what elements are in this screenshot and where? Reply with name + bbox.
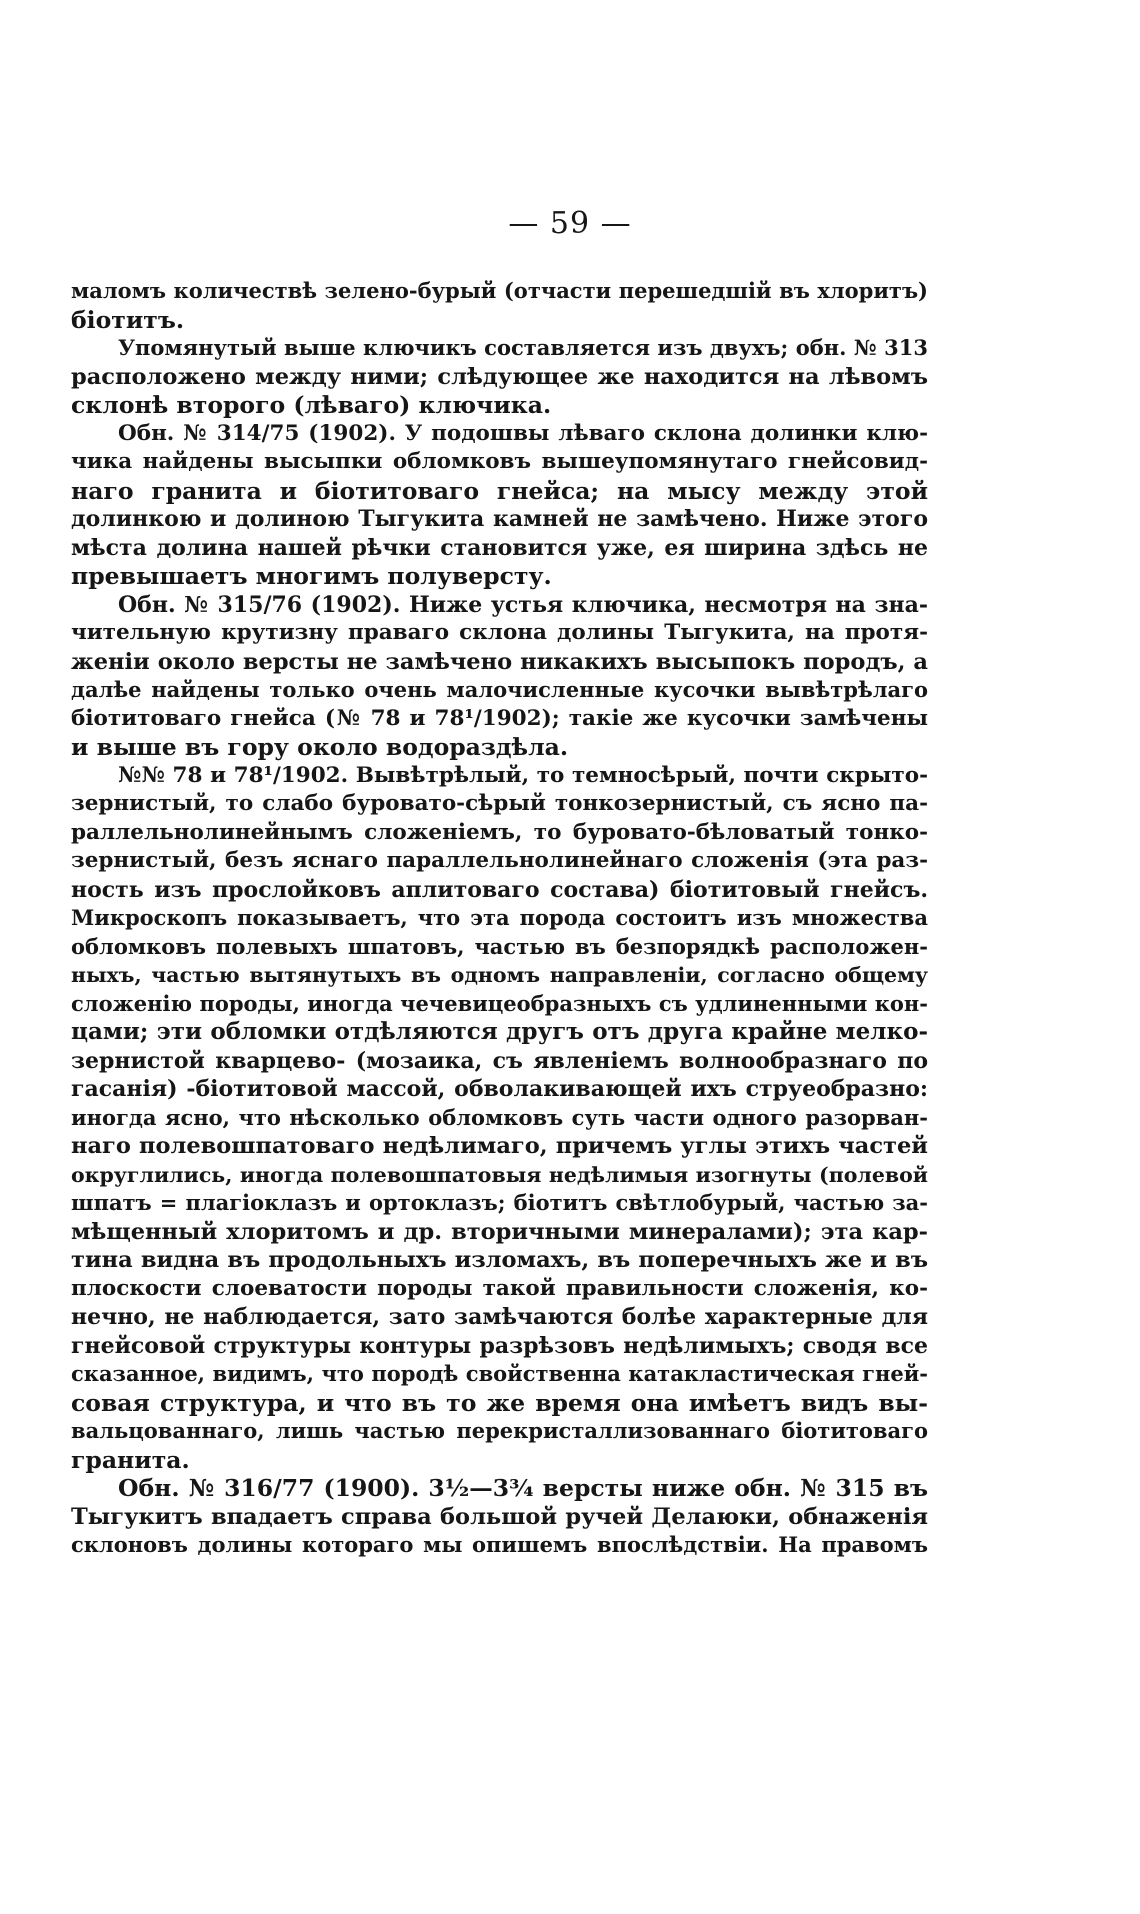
- text-line: обломковъ полевыхъ шпатовъ, частью въ безпорядкѣ расположен-: [71, 933, 928, 959]
- text-line: гранита.: [71, 1445, 190, 1474]
- page-number: — 59 —: [508, 206, 632, 241]
- text-line: плоскости слоеватости породы такой правильности сложенія, ко-: [71, 1275, 928, 1301]
- text-line: склоновъ долины котораго мы опишемъ впослѣдствіи. На правомъ: [71, 1532, 928, 1557]
- text-line: и выше въ гору около водораздѣла.: [71, 733, 569, 761]
- text-line: Микроскопъ показываетъ, что эта порода состоитъ изъ множества: [71, 905, 928, 930]
- text-line: расположено между ними; слѣдующее же находится на лѣвомъ: [71, 363, 928, 390]
- text-line: мѣщенный хлоритомъ и др. вторичными минералами); эта кар-: [71, 1218, 928, 1245]
- text-line: чика найдены высыпки обломковъ вышеупомянутаго гнейсовид-: [71, 449, 928, 474]
- text-line: далѣе найдены только очень малочисленные кусочки вывѣтрѣлаго: [71, 677, 928, 702]
- text-line: біотитъ.: [71, 305, 185, 334]
- text-line: тина видна въ продольныхъ изломахъ, въ поперечныхъ же и въ: [71, 1247, 928, 1273]
- text-line: ныхъ, частью вытянутыхъ въ одномъ направленіи, согласно общему: [71, 963, 928, 987]
- text-line: женіи около версты не замѣчено никакихъ высыпокъ породъ, а: [71, 648, 928, 675]
- text-line: округлились, иногда полевошпатовыя недѣлимыя изогнуты (полевой: [71, 1162, 928, 1187]
- text-line: гасанія) -біотитовой массой, обволакивающей ихъ струеобразно:: [71, 1076, 928, 1102]
- text-line: долинкою и долиною Тыгукита камней не замѣчено. Ниже этого: [71, 506, 928, 532]
- text-line: Тыгукитъ впадаетъ справа большой ручей Делаюки, обнаженія: [71, 1503, 928, 1530]
- text-line: сказанное, видимъ, что породѣ свойственна катакластическая гней-: [71, 1361, 928, 1386]
- text-line: Упомянутый выше ключикъ составляется изъ двухъ; обн. № 313: [118, 335, 928, 360]
- text-line: маломъ количествѣ зелено-бурый (отчасти перешедшій въ хлоритъ): [71, 278, 928, 303]
- text-line: вальцованнаго, лишь частью перекристаллизованнаго біотитоваго: [71, 1418, 928, 1443]
- text-line: нечно, не наблюдается, зато замѣчаются болѣе характерные для: [71, 1304, 928, 1330]
- text-line: біотитоваго гнейса (№ 78 и 78¹/1902); такіе же кусочки замѣчены: [71, 705, 928, 731]
- text-line: совая структура, и что въ то же время она имѣетъ видъ вы-: [71, 1388, 928, 1417]
- text-line: наго гранита и біотитоваго гнейса; на мысу между этой: [71, 476, 928, 505]
- text-line: Обн. № 315/76 (1902). Ниже устья ключика, несмотря на зна-: [118, 591, 928, 618]
- text-line: зернистый, то слабо буровато-сѣрый тонкозернистый, съ ясно па-: [71, 791, 928, 816]
- text-line: шпатъ = плагіоклазъ и ортоклазъ; біотитъ свѣтлобурый, частью за-: [71, 1190, 928, 1215]
- text-line: гнейсовой структуры контуры разрѣзовъ недѣлимыхъ; сводя все: [71, 1332, 928, 1359]
- text-line: Обн. № 314/75 (1902). У подошвы лѣваго склона долинки клю-: [118, 420, 928, 446]
- text-line: №№ 78 и 78¹/1902. Вывѣтрѣлый, то темносѣрый, почти скрыто-: [118, 762, 928, 788]
- text-line: Обн. № 316/77 (1900). 3½—3¾ версты ниже обн. № 315 въ: [118, 1474, 928, 1502]
- text-line: наго полевошпатоваго недѣлимаго, причемъ углы этихъ частей: [71, 1133, 928, 1159]
- text-line: ность изъ прослойковъ аплитоваго состава) біотитовый гнейсъ.: [71, 876, 928, 903]
- text-line: раллельнолинейнымъ сложеніемъ, то буровато-бѣловатый тонко-: [71, 819, 928, 845]
- text-line: зернистой кварцево- (мозаика, съ явленіемъ волнообразнаго по: [71, 1047, 928, 1074]
- text-line: чительную крутизну праваго склона долины Тыгукита, на протя-: [71, 620, 928, 645]
- text-line: зернистый, безъ яснаго параллельнолинейнаго сложенія (эта раз-: [71, 848, 928, 873]
- text-line: цами; эти обломки отдѣляются другъ отъ друга крайне мелко-: [71, 1018, 928, 1045]
- text-line: превышаетъ многимъ полуверсту.: [71, 562, 552, 590]
- text-line: иногда ясно, что нѣсколько обломковъ суть части одного разорван-: [71, 1104, 928, 1130]
- body-text: [71, 277, 928, 1560]
- text-line: склонѣ второго (лѣваго) ключика.: [71, 391, 552, 419]
- text-line: сложенію породы, иногда чечевицеобразныхъ съ удлиненными кон-: [71, 990, 928, 1016]
- text-line: мѣста долина нашей рѣчки становится уже, ея ширина здѣсь не: [71, 534, 928, 561]
